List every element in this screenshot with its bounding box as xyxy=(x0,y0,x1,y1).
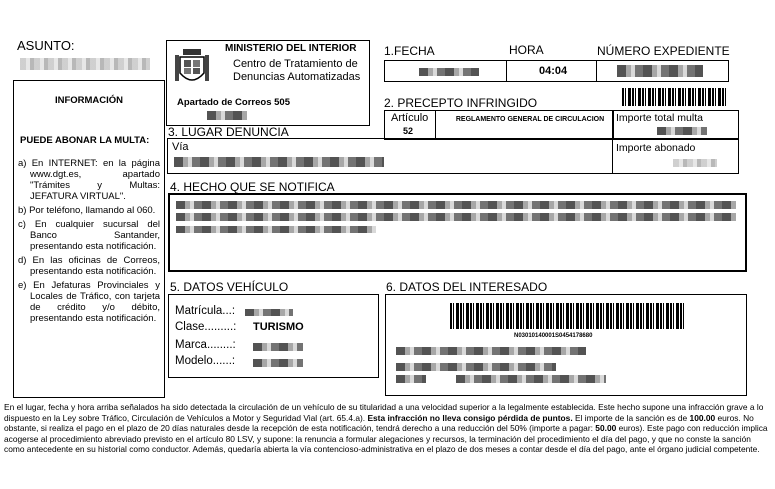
info-subheader: PUEDE ABONAR LA MULTA: xyxy=(20,135,150,146)
ministry-line2: Denuncias Automatizadas xyxy=(233,71,361,83)
reglamento-text: REGLAMENTO GENERAL DE CIRCULACION xyxy=(455,116,605,123)
ministry-line1: Centro de Tratamiento de xyxy=(233,58,358,70)
vehiculo-box xyxy=(168,294,379,378)
hecho-box xyxy=(168,193,747,272)
payment-options-list xyxy=(18,158,160,327)
via-label: Vía xyxy=(172,141,189,153)
redacted-apartado xyxy=(207,111,247,120)
redacted-matricula xyxy=(245,309,293,316)
interesado-label: 6. DATOS DEL INTERESADO xyxy=(386,280,548,294)
asunto-label: ASUNTO: xyxy=(17,38,75,53)
ministry-title: MINISTERIO DEL INTERIOR xyxy=(225,43,357,54)
importe-abonado-box xyxy=(612,138,739,174)
redacted-hecho-line3 xyxy=(176,226,376,233)
legal-p4: euros). Este pago con reducción implica acogerse al procedimiento abreviado previsto en el artículo 80 LSV, y supone: la renuncia a formular alegaciones y recursos, la terminación del procedimiento el día del pago, y que no conste la sanción como antecedente en su historial como conductor. Además, quedaría abierta la vía contencioso-administrativa en el plazo de dos meses a contar desde el día del pago, ante el órgano judicial competente. xyxy=(4,423,768,455)
precepto-box xyxy=(384,110,614,140)
marca-label: Marca........: xyxy=(175,339,236,351)
redacted-modelo xyxy=(253,359,303,367)
articulo-label: Artículo xyxy=(391,112,429,124)
hora-label: HORA xyxy=(509,43,544,57)
hora-value: 04:04 xyxy=(539,65,568,77)
ministry-box xyxy=(166,40,370,126)
redacted-postal xyxy=(396,375,426,383)
reduced-amount: 50.00 xyxy=(595,423,617,434)
legal-p2: El importe de la sanción es de xyxy=(575,412,688,423)
fecha-hora-box xyxy=(384,60,597,82)
redacted-hecho-line2 xyxy=(176,213,736,221)
redacted-name xyxy=(396,347,586,355)
legal-p3: euros. No obstante, si realiza el pago en el plazo de 20 días naturales desde la recepción de esta notificación, tendrá derecho a una reducción del 50% (importe a pagar: xyxy=(4,412,754,434)
interesado-barcode xyxy=(450,303,684,329)
importe-total-box xyxy=(612,110,739,140)
redacted-hecho-line1 xyxy=(176,201,736,209)
legal-text xyxy=(4,402,772,455)
payment-option-trafico: e) En Jefaturas Provinciales y Locales de Tráfico, con tarjeta de crédito y/o débito, presentando esta notificación. xyxy=(18,280,160,324)
expediente-barcode xyxy=(622,88,728,106)
coat-of-arms-icon xyxy=(175,47,209,87)
vehiculo-label: 5. DATOS VEHÍCULO xyxy=(170,280,289,294)
redacted-via xyxy=(174,157,384,167)
redacted-address1 xyxy=(396,363,556,371)
redacted-importe-abonado xyxy=(673,159,717,167)
info-header: INFORMACIÓN xyxy=(54,95,124,106)
precepto-label: 2. PRECEPTO INFRINGIDO xyxy=(384,96,538,110)
redacted-fecha xyxy=(419,68,479,76)
payment-option-post: d) En las oficinas de Correos, presentando esta notificación. xyxy=(18,255,160,277)
apartado-correos: Apartado de Correos 505 xyxy=(177,97,290,108)
importe-total-label: Importe total multa xyxy=(616,112,703,124)
lugar-label: 3. LUGAR DENUNCIA xyxy=(168,125,289,139)
modelo-label: Modelo......: xyxy=(175,355,236,367)
articulo-value: 52 xyxy=(403,126,414,136)
redacted-importe-total xyxy=(657,127,707,135)
payment-option-phone: b) Por teléfono, llamando al 060. xyxy=(18,205,156,216)
matricula-label: Matrícula...: xyxy=(175,305,236,317)
payment-option-bank: c) En cualquier sucursal del Banco Santander, presentando esta notificación. xyxy=(18,219,160,252)
redacted-asunto xyxy=(20,58,150,70)
hecho-label: 4. HECHO QUE SE NOTIFICA xyxy=(170,180,335,194)
importe-abonado-label: Importe abonado xyxy=(616,142,696,154)
lugar-box xyxy=(167,138,613,174)
interesado-box xyxy=(385,294,747,396)
barcode-number: N03010140001S0454178680 xyxy=(514,333,593,339)
expediente-label: NÚMERO EXPEDIENTE xyxy=(597,44,730,58)
expediente-box xyxy=(596,60,729,82)
redacted-city xyxy=(456,375,606,383)
clase-label: Clase.........: xyxy=(175,321,237,333)
redacted-marca xyxy=(253,343,303,351)
sanction-amount: 100.00 xyxy=(689,412,716,423)
redacted-expediente xyxy=(617,65,703,77)
clase-value: TURISMO xyxy=(253,321,304,333)
payment-option-internet: a) En INTERNET: en la página www.dgt.es, apartado "Trámites y Multas: JEFATURA VIRTUAL". xyxy=(18,158,160,202)
fecha-label: 1.FECHA xyxy=(384,44,435,58)
legal-p1: En el lugar, fecha y hora arriba señalados ha sido detectada la circulación de un vehículo de su titularidad a una velocidad superior a la legalmente establecida. Este hecho supone una infracción grave a lo dispuesto en la Ley sobre Tráfico, Circulación de Vehículos a Motor y Seguridad Vial (art. 65.4.a). xyxy=(4,402,764,423)
legal-points-note: Esta infracción no lleva consigo pérdida de puntos. xyxy=(367,412,573,423)
